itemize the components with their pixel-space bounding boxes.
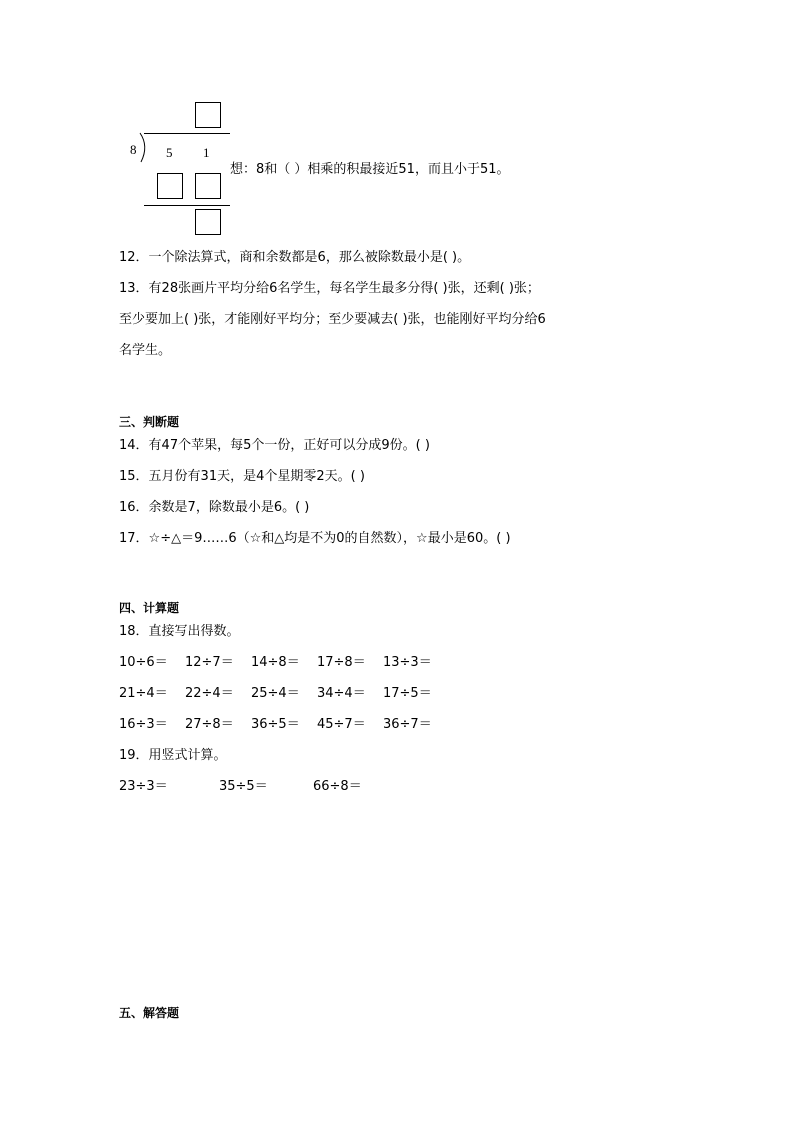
calc-item: 12÷7＝ [185,655,234,670]
calc-item: 17÷5＝ [383,686,432,701]
vertical-calc-item: 23÷3＝ [119,779,168,794]
calc-item: 21÷4＝ [119,686,168,701]
calc-item: 36÷7＝ [383,717,432,732]
question-19: 19．用竖式计算。 [119,748,227,763]
question-18: 18．直接写出得数。 [119,624,240,639]
division-hint: 想：8和（ ）相乘的积最接近51，而且小于51。 [230,162,510,177]
question-16: 16．余数是7，除数最小是6。( ) [119,500,310,515]
calc-item: 36÷5＝ [251,717,300,732]
dividend-digit-2: 1 [203,145,210,160]
calc-item: 45÷7＝ [317,717,366,732]
calc-item: 10÷6＝ [119,655,168,670]
question-15: 15．五月份有31天，是4个星期零2天。( ) [119,469,365,484]
dividend-digit-1: 5 [166,145,173,160]
calc-item: 25÷4＝ [251,686,300,701]
divisor: 8 [130,142,137,157]
vertical-calc-item: 66÷8＝ [313,779,362,794]
calc-item: 22÷4＝ [185,686,234,701]
section-3-title: 三、判断题 [119,415,180,429]
calc-item: 14÷8＝ [251,655,300,670]
question-12: 12．一个除法算式，商和余数都是6，那么被除数最小是( )。 [119,250,471,265]
question-13-line-3: 名学生。 [119,343,172,358]
section-5-title: 五、解答题 [119,1006,180,1020]
section-4-title: 四、计算题 [119,601,180,615]
question-17: 17．☆÷△＝9……6（☆和△均是不为0的自然数），☆最小是60。( ) [119,531,511,546]
question-13-line-2: 至少要加上( )张，才能刚好平均分；至少要减去( )张，也能刚好平均分给6 [119,312,546,327]
division-bracket [138,132,150,164]
vertical-calc-item: 35÷5＝ [219,779,268,794]
division-bar [144,133,230,134]
subtraction-line [144,205,230,206]
quotient-box [195,102,221,128]
calc-item: 27÷8＝ [185,717,234,732]
question-13-line-1: 13．有28张画片平均分给6名学生，每名学生最多分得( )张，还剩( )张； [119,281,540,296]
calc-item: 34÷4＝ [317,686,366,701]
product-box-2 [195,173,221,199]
calc-item: 16÷3＝ [119,717,168,732]
calc-item: 13÷3＝ [383,655,432,670]
question-14: 14．有47个苹果，每5个一份，正好可以分成9份。( ) [119,438,430,453]
calc-item: 17÷8＝ [317,655,366,670]
product-box-1 [157,173,183,199]
remainder-box [195,209,221,235]
